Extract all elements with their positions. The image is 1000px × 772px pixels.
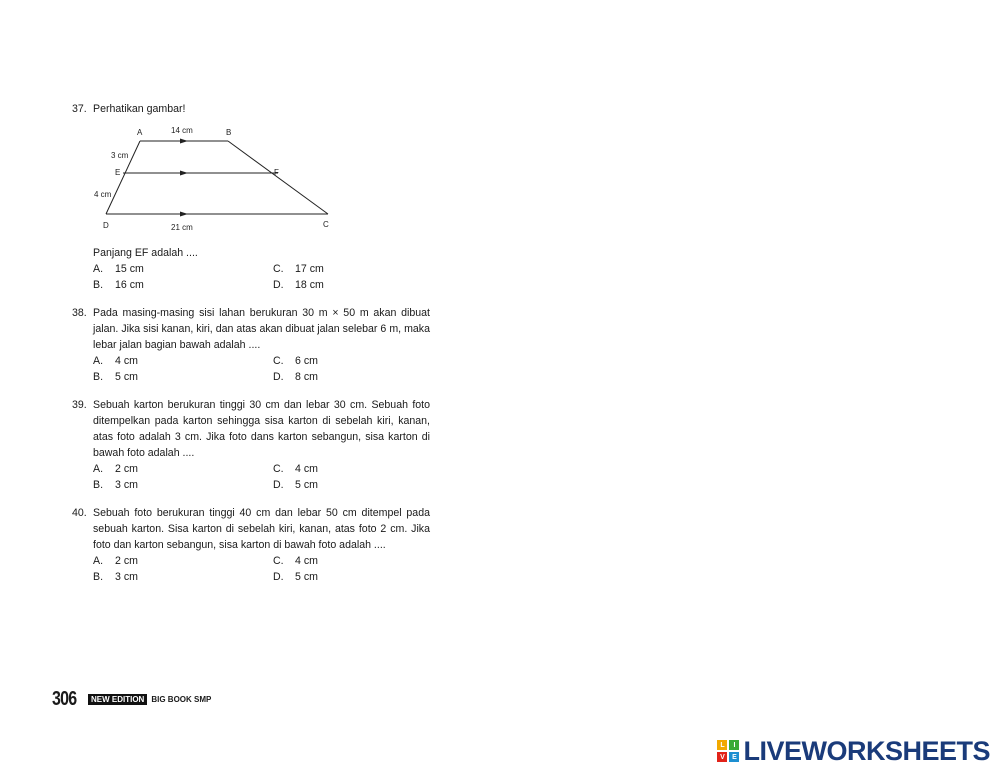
- question-number: 37.: [72, 103, 87, 115]
- option-b[interactable]: B. 16 cm: [93, 279, 144, 291]
- logo-blocks-icon: [717, 740, 739, 762]
- option-b[interactable]: B. 3 cm: [93, 479, 138, 491]
- logo-block: I: [729, 740, 739, 750]
- options: [93, 553, 430, 585]
- edition-badge: NEW EDITION: [88, 694, 147, 705]
- arrow-ef: [180, 171, 188, 176]
- options: [93, 461, 430, 493]
- option-d[interactable]: D. 5 cm: [273, 479, 318, 491]
- label-c: C: [323, 220, 329, 229]
- label-ae-length: 3 cm: [111, 151, 129, 160]
- liveworksheets-logo: [717, 736, 990, 766]
- logo-block: L: [717, 740, 727, 750]
- page-footer: [52, 689, 211, 709]
- label-f: F: [274, 168, 279, 177]
- option-b[interactable]: B. 3 cm: [93, 571, 138, 583]
- question-number: 39.: [72, 399, 87, 411]
- question-37-answers: [72, 245, 430, 293]
- option-d[interactable]: D. 18 cm: [273, 279, 324, 291]
- label-e: E: [115, 168, 121, 177]
- label-top-length: 14 cm: [171, 126, 193, 135]
- label-a: A: [137, 128, 143, 137]
- label-bottom-length: 21 cm: [171, 223, 193, 232]
- label-d: D: [103, 221, 109, 230]
- option-d[interactable]: D. 8 cm: [273, 371, 318, 383]
- option-a[interactable]: A. 4 cm: [93, 355, 138, 367]
- option-c[interactable]: C. 4 cm: [273, 555, 318, 567]
- label-b: B: [226, 128, 232, 137]
- question-number: 40.: [72, 507, 87, 519]
- question-text: Sebuah karton berukuran tinggi 30 cm dan lebar 30 cm. Sebuah foto ditempelkan pada karton sehingga sisa karton di sebelah kiri, kanan, atas foto adalah 3 cm. Jika foto dans karton sebangun, sisa karton di bawah foto adalah ....: [93, 399, 430, 459]
- option-c[interactable]: C. 17 cm: [273, 263, 324, 275]
- side-bc: [228, 141, 328, 214]
- options: [93, 353, 430, 385]
- label-ed-length: 4 cm: [94, 190, 112, 199]
- question-37: [72, 101, 430, 117]
- question-39: [72, 397, 430, 493]
- book-title: BIG BOOK SMP: [151, 694, 212, 704]
- logo-text: LIVEWORKSHEETS: [743, 735, 990, 766]
- option-c[interactable]: C. 6 cm: [273, 355, 318, 367]
- page-number: 306: [52, 687, 77, 710]
- question-number: 38.: [72, 307, 87, 319]
- options: [93, 261, 430, 293]
- option-a[interactable]: A. 15 cm: [93, 263, 144, 275]
- question-40: [72, 505, 430, 585]
- option-d[interactable]: D. 5 cm: [273, 571, 318, 583]
- arrow-dc: [180, 212, 188, 217]
- question-text: Perhatikan gambar!: [93, 103, 186, 115]
- question-prompt: Panjang EF adalah ....: [93, 247, 198, 259]
- option-a[interactable]: A. 2 cm: [93, 463, 138, 475]
- logo-block: E: [729, 752, 739, 762]
- option-b[interactable]: B. 5 cm: [93, 371, 138, 383]
- logo-block: V: [717, 752, 727, 762]
- arrow-ab: [180, 139, 188, 144]
- question-38: [72, 305, 430, 385]
- question-text: Pada masing-masing sisi lahan berukuran 30 m × 50 m akan dibuat jalan. Jika sisi kanan, kiri, dan atas akan dibuat jalan selebar 6 m, maka lebar jalan bagian bawah adalah ....: [93, 307, 430, 351]
- trapezoid-figure: [93, 122, 343, 234]
- question-text: Sebuah foto berukuran tinggi 40 cm dan lebar 50 cm ditempel pada sebuah karton. Sisa karton di sebelah kiri, kanan, atas foto 2 cm. Jika foto dan karton sebangun, sisa karton di bawah foto adalah ....: [93, 507, 430, 551]
- option-a[interactable]: A. 2 cm: [93, 555, 138, 567]
- option-c[interactable]: C. 4 cm: [273, 463, 318, 475]
